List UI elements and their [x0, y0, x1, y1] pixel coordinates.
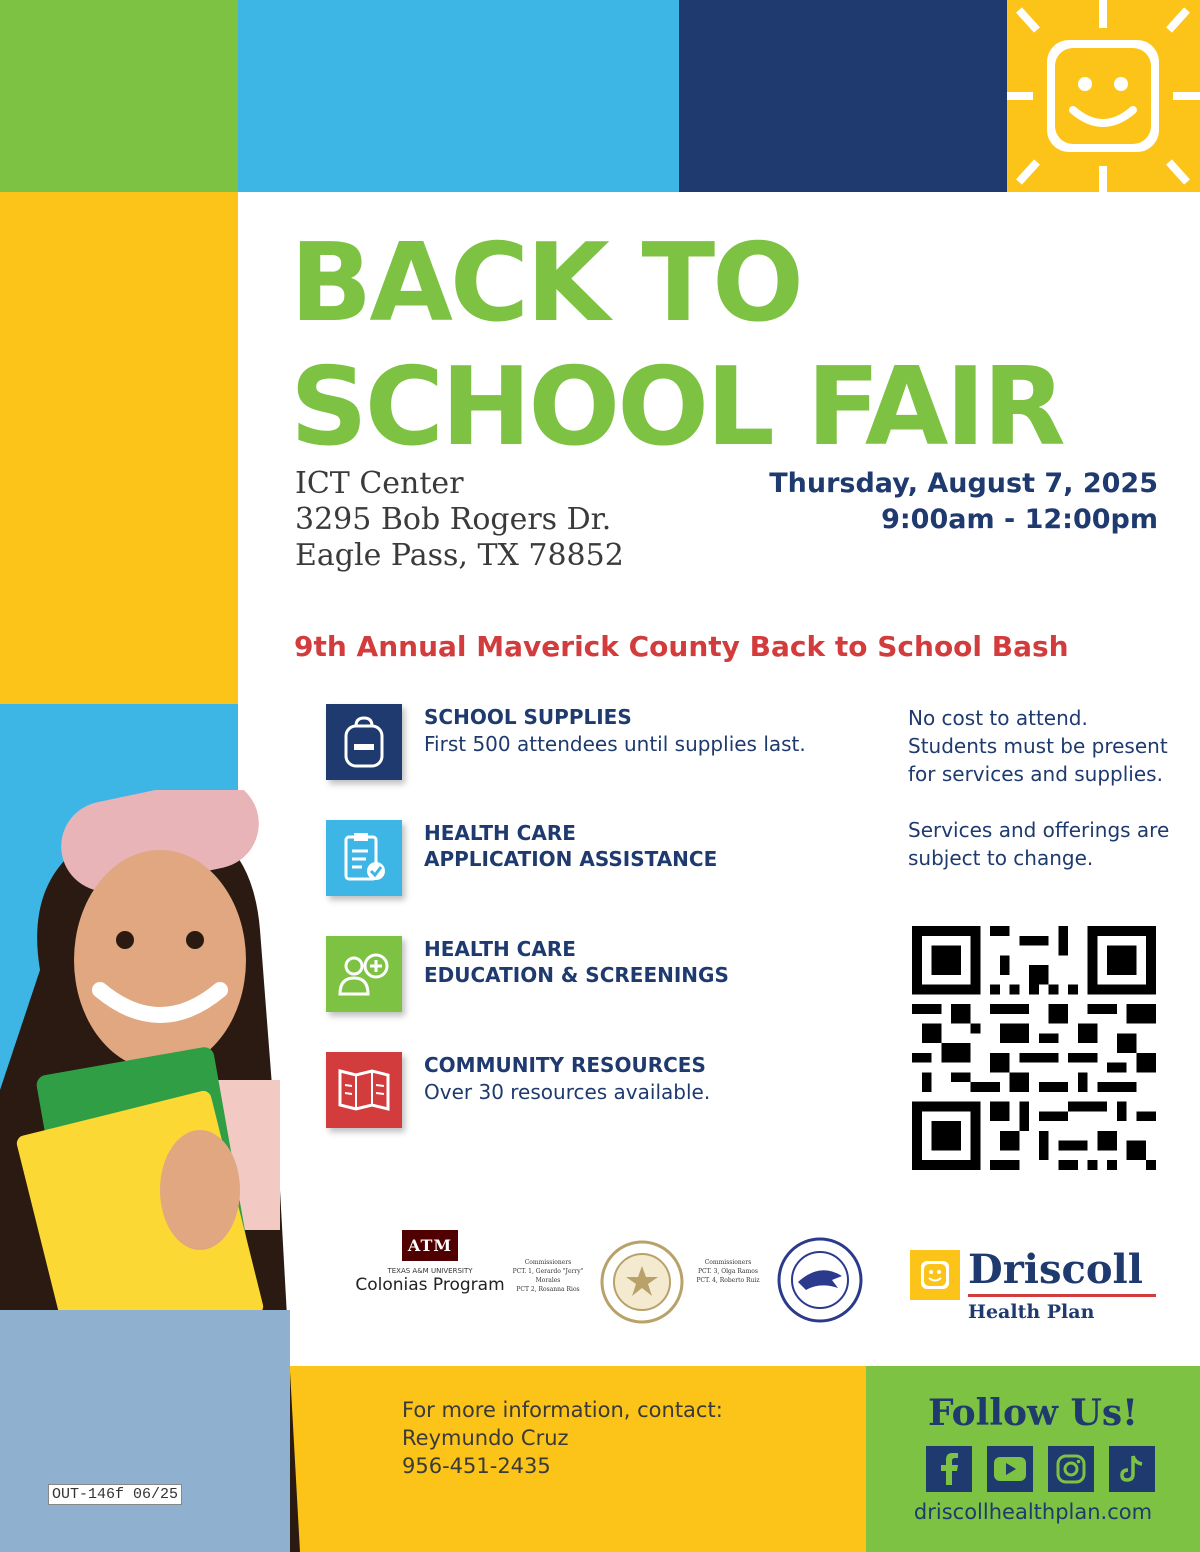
feature-description: Over 30 resources available.	[424, 1080, 711, 1104]
driscoll-subtitle: Health Plan	[968, 1301, 1095, 1323]
brochure-icon	[326, 1052, 402, 1128]
driscoll-name: Driscoll	[968, 1246, 1143, 1293]
feature-text	[424, 820, 717, 872]
youtube-icon[interactable]	[987, 1446, 1033, 1492]
event-subtitle: 9th Annual Maverick County Back to School Bash	[294, 630, 1069, 663]
event-datetime	[769, 466, 1158, 538]
yellow-block-sun	[1007, 0, 1200, 192]
street-address: 3295 Bob Rogers Dr.	[295, 502, 612, 537]
sun-smiley-icon	[1007, 0, 1200, 192]
commissioner-pct-2: PCT 2, Rosanna Rios	[516, 1286, 580, 1293]
green-block-top-left	[0, 0, 238, 192]
feature-application-assistance	[326, 820, 886, 900]
city-of-eagle-pass-seal	[776, 1236, 864, 1324]
contact-name: Reymundo Cruz	[402, 1426, 569, 1450]
event-address	[295, 466, 624, 574]
commissioner-pct-1: PCT. 1, Gerardo "Jerry" Morales	[512, 1268, 584, 1284]
tamu-colonias-logo	[350, 1230, 510, 1295]
follow-us-panel	[866, 1366, 1200, 1552]
feature-heading-2: APPLICATION ASSISTANCE	[424, 847, 718, 871]
commissioner-pct-3: PCT. 3, Olga Ramos	[698, 1268, 758, 1275]
child-photo	[0, 790, 320, 1552]
tiktok-icon[interactable]	[1109, 1446, 1155, 1492]
follow-us-title: Follow Us!	[928, 1392, 1138, 1434]
feature-text	[424, 936, 729, 988]
feature-school-supplies	[326, 704, 886, 784]
title-line-2: SCHOOL FAIR	[290, 345, 1063, 470]
page-title	[290, 222, 1063, 470]
feature-community-resources	[326, 1052, 886, 1132]
driscoll-underline	[968, 1294, 1156, 1297]
form-code: OUT-146f 06/25	[48, 1484, 182, 1505]
contact-phone[interactable]: 956-451-2435	[402, 1454, 551, 1478]
contact-intro: For more information, contact:	[402, 1398, 723, 1422]
tamu-university-name: TEXAS A&M UNIVERSITY	[387, 1267, 473, 1275]
feature-heading: SCHOOL SUPPLIES	[424, 705, 632, 729]
light-blue-block-top	[238, 0, 679, 192]
contact-info	[402, 1396, 723, 1480]
colonias-program: Colonias Program	[355, 1275, 505, 1295]
feature-heading: HEALTH CARE	[424, 821, 576, 845]
feature-heading-2: EDUCATION & SCREENINGS	[424, 963, 729, 987]
event-hours: 9:00am - 12:00pm	[881, 504, 1158, 535]
yellow-block-left	[0, 192, 238, 704]
maverick-county-seal	[600, 1240, 684, 1324]
feature-description: First 500 attendees until supplies last.	[424, 732, 806, 756]
feature-heading: HEALTH CARE	[424, 937, 576, 961]
clipboard-check-icon	[326, 820, 402, 896]
feature-education-screenings	[326, 936, 886, 1016]
venue-name: ICT Center	[295, 466, 464, 501]
backpack-icon	[326, 704, 402, 780]
facebook-icon[interactable]	[926, 1446, 972, 1492]
change-note: Services and offerings are subject to change.	[908, 818, 1170, 870]
commissioners-title: Commissioners	[524, 1259, 572, 1266]
title-line-1: BACK TO	[290, 221, 801, 346]
instagram-icon[interactable]	[1048, 1446, 1094, 1492]
feature-text	[424, 1052, 710, 1106]
cost-note: No cost to attend. Students must be present for services and supplies.	[908, 706, 1168, 786]
website-link[interactable]: driscollhealthplan.com	[913, 1500, 1153, 1524]
commissioners-left	[500, 1258, 596, 1294]
commissioners-right	[688, 1258, 768, 1285]
driscoll-sun-icon	[910, 1250, 960, 1300]
commissioner-pct-4: PCT. 4, Roberto Ruiz	[696, 1277, 760, 1284]
commissioners-title: Commissioners	[704, 1259, 752, 1266]
event-notes	[908, 704, 1178, 900]
qr-code[interactable]	[912, 926, 1156, 1170]
event-date: Thursday, August 7, 2025	[769, 468, 1158, 499]
city-state-zip: Eagle Pass, TX 78852	[295, 538, 624, 573]
doctor-plus-icon	[326, 936, 402, 1012]
feature-text	[424, 704, 806, 758]
feature-heading: COMMUNITY RESOURCES	[424, 1053, 706, 1077]
navy-block-top	[679, 0, 1007, 192]
tamu-mark: ATM	[402, 1230, 458, 1261]
